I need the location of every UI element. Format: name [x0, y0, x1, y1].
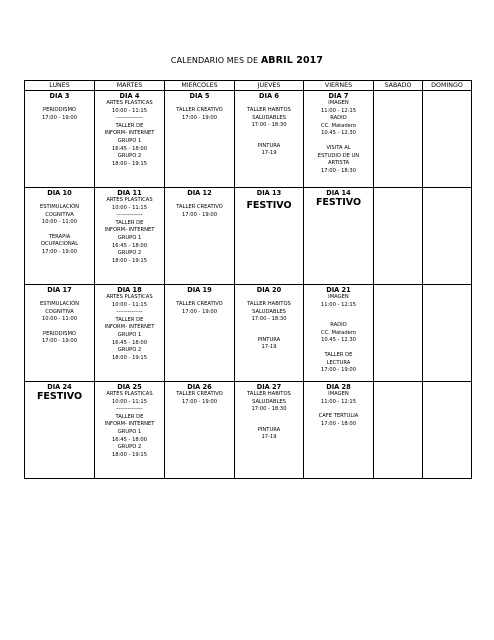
day-cell	[304, 285, 374, 382]
day-number: DIA 4	[119, 92, 140, 100]
activity-time: 17:00 - 18:30	[320, 167, 357, 174]
activity-text: TALLER DE	[115, 316, 144, 323]
separator-text: --------------	[116, 212, 143, 219]
header-domingo: DOMINGO	[423, 81, 472, 91]
day-cell-empty	[423, 188, 472, 285]
header-miercoles: MIERCOLES	[165, 81, 235, 91]
day-cell-empty	[374, 382, 423, 479]
calendar-table	[24, 80, 472, 479]
day-cell	[25, 382, 95, 479]
activity-time: 17:00 - 19:00	[320, 367, 357, 374]
day-cell	[165, 91, 235, 188]
activity-time: 10:00 - 11:15	[111, 301, 148, 308]
day-number: DIA 26	[187, 383, 212, 391]
day-number: DIA 27	[256, 383, 282, 391]
day-cell-empty	[423, 382, 472, 479]
day-cell	[95, 285, 165, 382]
header-viernes: VIERNES	[304, 81, 374, 91]
day-cell	[165, 188, 235, 285]
day-number: DIA 10	[47, 189, 72, 197]
day-number: DIA 5	[189, 92, 210, 100]
day-cell-empty	[374, 285, 423, 382]
separator-text: --------------	[116, 406, 143, 413]
activity-time: 10:00 - 11:00	[41, 316, 78, 323]
activity-time: 16:45 - 18:00	[111, 242, 148, 249]
activity-text: ESTIMULACIÓN	[39, 301, 80, 307]
day-cell-empty	[423, 91, 472, 188]
activity-text: IMAGEN	[328, 100, 349, 106]
activity-text: RADIO	[330, 115, 347, 122]
activity-time: 11:00 - 12:15	[320, 107, 357, 114]
activity-time: 17:00 - 19:00	[41, 248, 78, 255]
day-cell	[95, 382, 165, 479]
day-number: DIA 19	[187, 286, 212, 294]
activity-text: OCUPACIONAL	[40, 241, 79, 248]
activity-text: SALUDABLES	[252, 114, 286, 121]
day-cell	[235, 285, 304, 382]
day-cell	[165, 382, 235, 479]
activity-text: TALLER DE	[115, 413, 144, 420]
activity-text: ESTIMULACIÓN	[39, 204, 80, 210]
activity-text: PINTURA	[257, 336, 281, 343]
activity-time: 10:00 - 11:15	[111, 398, 148, 405]
activity-time: 17:00 - 18:30	[251, 316, 287, 323]
activity-text: COGNITIVA	[45, 308, 74, 315]
day-number: DIA 25	[117, 383, 142, 391]
activity-text: ESTUDIO DE UN	[317, 152, 360, 159]
activity-text: GRUPO 2	[117, 153, 142, 160]
activity-text: GRUPO 1	[117, 428, 142, 435]
day-number: DIA 17	[47, 286, 72, 294]
festivo-label: FESTIVO	[315, 197, 362, 208]
activity-text: INFORM- INTERNET	[104, 227, 155, 234]
activity-text: INFORM- INTERNET	[104, 130, 155, 137]
activity-time: 11:00 - 12:15	[320, 301, 357, 308]
activity-time: 17:00 - 19:00	[41, 114, 78, 121]
activity-text: ARTES PLASTICAS	[106, 391, 153, 397]
day-cell	[235, 188, 304, 285]
activity-time: 17:00 - 19:00	[181, 308, 218, 315]
activity-text: IMAGEN	[328, 294, 349, 300]
day-number: DIA 14	[326, 189, 351, 197]
activity-time: 18:00 - 19:15	[111, 354, 148, 361]
separator-text: --------------	[116, 115, 143, 122]
activity-time: 17:00 - 18:00	[320, 420, 357, 427]
activity-text: TALLER CREATIVO	[176, 391, 223, 397]
activity-text: TALLER CREATIVO	[176, 301, 223, 307]
activity-text: INFORM- INTERNET	[104, 324, 155, 331]
activity-text: ARTES PLASTICAS	[106, 294, 153, 300]
day-cell	[25, 285, 95, 382]
day-number: DIA 20	[256, 286, 282, 294]
week-row	[25, 188, 472, 285]
activity-text: TALLER HABITOS	[247, 301, 291, 307]
activity-time: 18:00 - 19:15	[111, 257, 148, 264]
activity-text: GRUPO 2	[117, 347, 142, 354]
activity-text: GRUPO 1	[117, 234, 142, 241]
activity-text: TALLER DE	[115, 122, 144, 129]
header-lunes: LUNES	[25, 81, 95, 91]
activity-text: SALUDABLES	[252, 308, 286, 315]
day-number: DIA 24	[47, 383, 72, 391]
activity-text: PINTURA	[257, 426, 281, 433]
activity-time: 17:00 - 19:00	[181, 114, 218, 121]
header-row	[25, 81, 472, 91]
activity-text: ARTISTA	[327, 160, 350, 167]
activity-time: 16:45 - 18:00	[111, 436, 148, 443]
activity-text: TALLER DE	[115, 219, 144, 226]
activity-text: RADIO	[330, 322, 347, 329]
separator-text: --------------	[116, 309, 143, 316]
activity-time: 10:00 - 11:00	[41, 219, 78, 226]
activity-text: ARTES PLASTICAS	[106, 100, 153, 106]
activity-time: 18:00 - 19:15	[111, 451, 148, 458]
activity-text: SALUDABLES	[252, 398, 286, 405]
day-cell-empty	[423, 285, 472, 382]
activity-text: TALLER HABITOS	[247, 391, 291, 397]
activity-text: TALLER CREATIVO	[176, 107, 223, 113]
activity-text: PINTURA	[257, 142, 281, 149]
day-cell	[165, 285, 235, 382]
header-sabado: SABADO	[374, 81, 423, 91]
activity-text: IMAGEN	[328, 391, 349, 397]
week-row	[25, 91, 472, 188]
activity-time: 17-19	[261, 150, 277, 157]
activity-time: 18:00 - 19:15	[111, 160, 148, 167]
day-number: DIA 12	[187, 189, 212, 197]
week-row	[25, 382, 472, 479]
activity-time: 10:00 - 11:15	[111, 204, 148, 211]
day-cell	[304, 91, 374, 188]
festivo-label: FESTIVO	[36, 391, 83, 402]
day-number: DIA 7	[328, 92, 349, 100]
activity-text: INFORM- INTERNET	[104, 421, 155, 428]
activity-text: GRUPO 1	[117, 331, 142, 338]
page-title	[0, 55, 494, 66]
title-month: ABRIL 2017	[260, 55, 324, 66]
activity-time: 17-19	[261, 344, 277, 351]
day-cell	[95, 188, 165, 285]
title-prefix: CALENDARIO MES DE	[170, 56, 259, 65]
day-number: DIA 28	[326, 383, 351, 391]
activity-text: TALLER HABITOS	[247, 107, 291, 113]
day-cell	[95, 91, 165, 188]
header-martes: MARTES	[95, 81, 165, 91]
activity-text: PERIODISMO	[43, 107, 76, 113]
activity-time: 16:45 - 18:00	[111, 339, 148, 346]
activity-time: 10.45 - 12.30	[321, 337, 356, 344]
activity-text: LECTURA	[326, 359, 351, 366]
festivo-label: FESTIVO	[246, 200, 292, 211]
activity-text: TALLER DE	[324, 351, 353, 358]
day-cell	[235, 91, 304, 188]
activity-time: 17:00 - 19:00	[181, 211, 218, 218]
activity-time: 10.45 - 12.30	[321, 130, 356, 137]
day-cell	[304, 382, 374, 479]
day-cell-empty	[374, 91, 423, 188]
activity-time: 17:00 - 18:30	[251, 122, 287, 129]
activity-text: GRUPO 2	[117, 444, 142, 451]
activity-text: COGNITIVA	[45, 211, 74, 218]
day-cell-empty	[374, 188, 423, 285]
activity-time: 11:00 - 12:15	[320, 398, 357, 405]
activity-time: 17:00 - 19:00	[181, 398, 218, 405]
day-number: DIA 13	[256, 189, 282, 197]
activity-time: 17:00 - 18:30	[251, 406, 287, 413]
activity-text: PERIODISMO	[43, 330, 76, 337]
week-row	[25, 285, 472, 382]
activity-time: 10:00 - 11:15	[111, 107, 148, 114]
day-number: DIA 21	[326, 286, 351, 294]
activity-time: 16:45 - 18:00	[111, 145, 148, 152]
activity-text: GRUPO 2	[117, 250, 142, 257]
day-number: DIA 6	[259, 92, 279, 100]
day-cell	[25, 91, 95, 188]
day-number: DIA 18	[117, 286, 142, 294]
activity-time: 17:00 - 19:00	[41, 338, 78, 345]
day-number: DIA 3	[49, 92, 70, 100]
day-cell	[304, 188, 374, 285]
day-number: DIA 11	[117, 189, 142, 197]
activity-text: GRUPO 1	[117, 137, 142, 144]
activity-text: TALLER CREATIVO	[176, 204, 223, 210]
activity-text: CC. Matadero	[320, 329, 357, 336]
activity-text: TERAPIA	[48, 233, 71, 240]
activity-text: CAFE TERTULIA	[318, 413, 359, 420]
activity-text: ARTES PLASTICAS	[106, 197, 153, 203]
header-jueves: JUEVES	[235, 81, 304, 91]
activity-text: CC. Matadero	[320, 122, 357, 129]
activity-time: 17-19	[261, 434, 277, 441]
day-cell	[25, 188, 95, 285]
activity-text: VISITA AL	[326, 144, 351, 151]
day-cell	[235, 382, 304, 479]
